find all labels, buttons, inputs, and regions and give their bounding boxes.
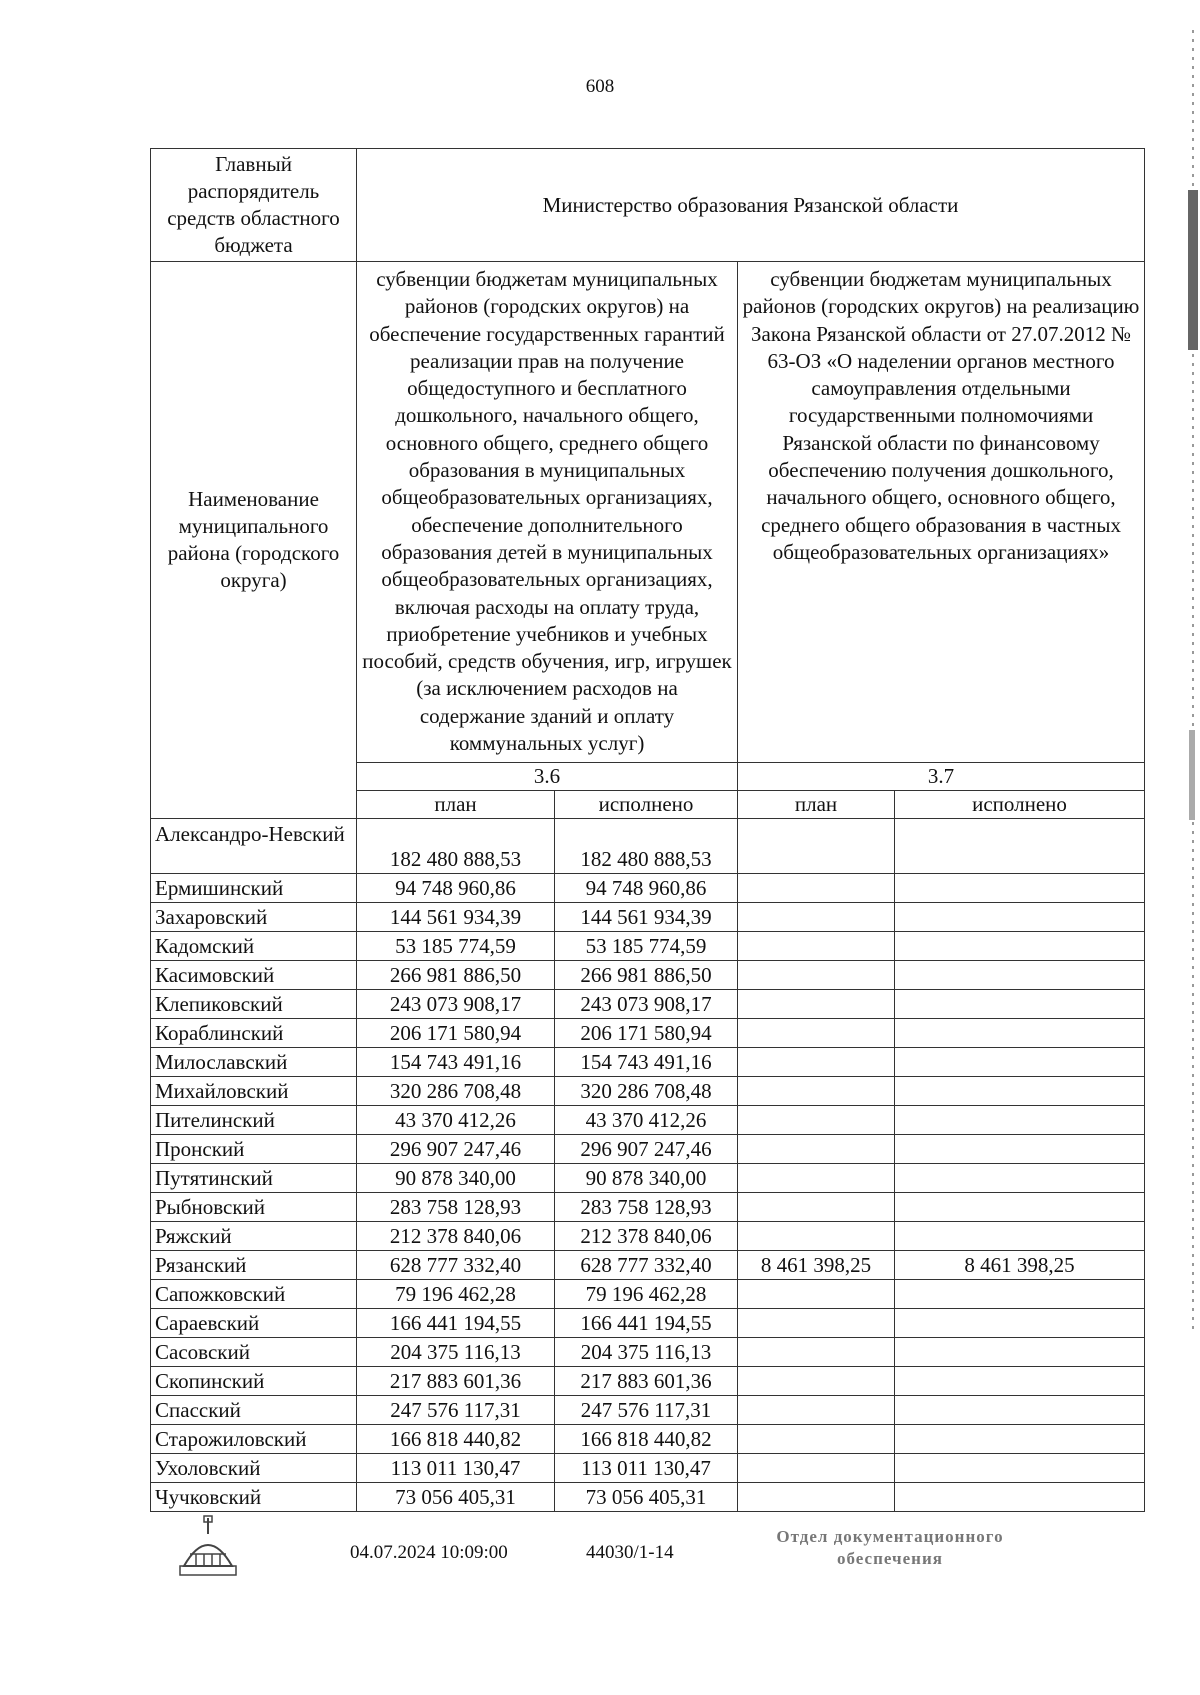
col-3-6-done-value: 243 073 908,17 — [555, 990, 738, 1019]
subsidy-table — [150, 148, 1145, 1512]
table-row — [151, 1396, 1145, 1425]
municipality-name: Рязанский — [151, 1251, 357, 1280]
col-3-7-done-value — [895, 1425, 1145, 1454]
municipality-name: Кораблинский — [151, 1019, 357, 1048]
table-row — [151, 1280, 1145, 1309]
col-3-6-done-value: 628 777 332,40 — [555, 1251, 738, 1280]
col-3-6-plan-value: 320 286 708,48 — [357, 1077, 555, 1106]
distributor-label: Главный распорядитель средств областного бюджета — [151, 149, 357, 262]
col-3-7-plan-value — [738, 1425, 895, 1454]
col-3-6-plan-value: 283 758 128,93 — [357, 1193, 555, 1222]
municipality-name: Ухоловский — [151, 1454, 357, 1483]
col-3-7-plan-value — [738, 1106, 895, 1135]
duma-logo-icon — [176, 1514, 240, 1576]
col-3-6-plan-value: 166 818 440,82 — [357, 1425, 555, 1454]
col-3-7-done-value — [895, 1367, 1145, 1396]
col-3-7-done-value — [895, 1454, 1145, 1483]
stamp-line-2: обеспечения — [837, 1549, 943, 1568]
col-3-7-description: субвенции бюджетам муниципальных районов (городских округов) на реализацию Закона Рязанской области от 27.07.2012 № 63-ОЗ «О наделении органов местного самоуправления отдельными государственными полномочиями Рязанской области по финансовому обеспечению получения дошкольного, начального общего, основного общего, среднего общего образования в частных общеобразовательных организациях» — [738, 262, 1145, 763]
col-3-7-number: 3.7 — [738, 763, 1145, 791]
col-3-6-plan-value: 94 748 960,86 — [357, 874, 555, 903]
table-row — [151, 1135, 1145, 1164]
col-3-6-plan-value: 154 743 491,16 — [357, 1048, 555, 1077]
col-3-6-done-value: 113 011 130,47 — [555, 1454, 738, 1483]
col-3-7-plan-value: 8 461 398,25 — [738, 1251, 895, 1280]
col-3-6-plan-value: 182 480 888,53 — [357, 819, 555, 874]
col-3-7-plan-value — [738, 1048, 895, 1077]
page-number: 608 — [585, 76, 615, 97]
table-row — [151, 990, 1145, 1019]
col-3-6-plan-header: план — [357, 791, 555, 819]
table-row — [151, 1251, 1145, 1280]
col-3-6-done-value: 166 818 440,82 — [555, 1425, 738, 1454]
col-3-7-plan-value — [738, 1309, 895, 1338]
col-3-6-done-value: 320 286 708,48 — [555, 1077, 738, 1106]
col-3-6-done-value: 144 561 934,39 — [555, 903, 738, 932]
col-3-6-plan-value: 53 185 774,59 — [357, 932, 555, 961]
col-3-6-done-value: 43 370 412,26 — [555, 1106, 738, 1135]
municipality-name: Михайловский — [151, 1077, 357, 1106]
municipality-name: Рыбновский — [151, 1193, 357, 1222]
col-3-7-plan-value — [738, 1396, 895, 1425]
col-3-7-plan-value — [738, 903, 895, 932]
table-row — [151, 1193, 1145, 1222]
col-3-7-done-value — [895, 1222, 1145, 1251]
col-3-6-plan-value: 90 878 340,00 — [357, 1164, 555, 1193]
col-3-6-done-value: 53 185 774,59 — [555, 932, 738, 961]
col-3-7-done-value — [895, 1309, 1145, 1338]
col-3-7-plan-value — [738, 961, 895, 990]
col-3-7-done-value — [895, 1019, 1145, 1048]
municipality-name: Александро-Невский — [151, 819, 357, 874]
col-3-6-plan-value: 243 073 908,17 — [357, 990, 555, 1019]
municipality-name: Чучковский — [151, 1483, 357, 1512]
table-row — [151, 961, 1145, 990]
col-3-7-done-value — [895, 874, 1145, 903]
table-row — [151, 1367, 1145, 1396]
col-3-6-done-value: 217 883 601,36 — [555, 1367, 738, 1396]
col-3-7-done-value — [895, 1077, 1145, 1106]
municipality-name: Путятинский — [151, 1164, 357, 1193]
municipality-name: Милославский — [151, 1048, 357, 1077]
col-3-7-plan-header: план — [738, 791, 895, 819]
col-3-6-description: субвенции бюджетам муниципальных районов (городских округов) на обеспечение государственных гарантий реализации прав на получение общедоступного и бесплатного дошкольного, начального общего, основного общего, среднего общего образования в муниципальных общеобразовательных организациях, обеспечение дополнительного образования детей в муниципальных общеобразовательных организациях, включая расходы на оплату труда, приобретение учебников и учебных пособий, средств обучения, игр, игрушек (за исключением расходов на содержание зданий и оплату коммунальных услуг) — [357, 262, 738, 763]
stamp-line-1: Отдел документационного — [776, 1527, 1004, 1546]
table-row — [151, 819, 1145, 874]
col-3-6-plan-value: 113 011 130,47 — [357, 1454, 555, 1483]
col-3-6-plan-value: 43 370 412,26 — [357, 1106, 555, 1135]
col-3-6-plan-value: 266 981 886,50 — [357, 961, 555, 990]
municipality-name: Сапожковский — [151, 1280, 357, 1309]
col-3-7-plan-value — [738, 1338, 895, 1367]
table-row — [151, 903, 1145, 932]
col-3-6-done-value: 166 441 194,55 — [555, 1309, 738, 1338]
col-3-7-done-value — [895, 1106, 1145, 1135]
municipality-name-label: Наименование муниципального района (городского округа) — [151, 262, 357, 819]
col-3-6-done-value: 90 878 340,00 — [555, 1164, 738, 1193]
distributor-row — [151, 149, 1145, 262]
col-3-7-done-value — [895, 1193, 1145, 1222]
table-row — [151, 1454, 1145, 1483]
col-3-7-plan-value — [738, 1164, 895, 1193]
col-3-7-done-value — [895, 1338, 1145, 1367]
table-row — [151, 1425, 1145, 1454]
municipality-name: Кадомский — [151, 932, 357, 961]
col-3-6-done-header: исполнено — [555, 791, 738, 819]
col-3-7-done-value — [895, 1396, 1145, 1425]
col-3-7-plan-value — [738, 990, 895, 1019]
col-3-6-done-value: 204 375 116,13 — [555, 1338, 738, 1367]
col-3-7-plan-value — [738, 819, 895, 874]
table-row — [151, 1338, 1145, 1367]
scan-edge-marks — [1186, 30, 1200, 1330]
municipality-name: Спасский — [151, 1396, 357, 1425]
col-3-6-plan-value: 212 378 840,06 — [357, 1222, 555, 1251]
col-3-6-done-value: 247 576 117,31 — [555, 1396, 738, 1425]
col-3-7-done-value — [895, 1164, 1145, 1193]
col-3-7-plan-value — [738, 1483, 895, 1512]
col-3-7-done-value — [895, 1135, 1145, 1164]
col-3-7-done-value — [895, 1280, 1145, 1309]
col-3-7-plan-value — [738, 874, 895, 903]
col-3-6-done-value: 154 743 491,16 — [555, 1048, 738, 1077]
table-row — [151, 874, 1145, 903]
table-row — [151, 932, 1145, 961]
col-3-6-plan-value: 166 441 194,55 — [357, 1309, 555, 1338]
col-3-6-plan-value: 204 375 116,13 — [357, 1338, 555, 1367]
col-3-7-plan-value — [738, 932, 895, 961]
col-3-6-plan-value: 628 777 332,40 — [357, 1251, 555, 1280]
col-3-6-done-value: 266 981 886,50 — [555, 961, 738, 990]
municipality-name: Захаровский — [151, 903, 357, 932]
col-3-6-plan-value: 296 907 247,46 — [357, 1135, 555, 1164]
department-stamp — [740, 1526, 1040, 1570]
col-3-7-done-value — [895, 932, 1145, 961]
table-row — [151, 1309, 1145, 1338]
table-row — [151, 1048, 1145, 1077]
col-3-6-done-value: 182 480 888,53 — [555, 819, 738, 874]
col-3-6-done-value: 296 907 247,46 — [555, 1135, 738, 1164]
col-3-7-plan-value — [738, 1019, 895, 1048]
table-row — [151, 1077, 1145, 1106]
municipality-name: Пронский — [151, 1135, 357, 1164]
description-row — [151, 262, 1145, 763]
col-3-7-done-value — [895, 1483, 1145, 1512]
municipality-name: Сасовский — [151, 1338, 357, 1367]
table-row — [151, 1106, 1145, 1135]
col-3-6-plan-value: 79 196 462,28 — [357, 1280, 555, 1309]
col-3-6-number: 3.6 — [357, 763, 738, 791]
col-3-6-done-value: 79 196 462,28 — [555, 1280, 738, 1309]
col-3-6-done-value: 94 748 960,86 — [555, 874, 738, 903]
municipality-name: Ермишинский — [151, 874, 357, 903]
col-3-7-done-value — [895, 961, 1145, 990]
table-row — [151, 1019, 1145, 1048]
col-3-7-plan-value — [738, 1454, 895, 1483]
table-row — [151, 1483, 1145, 1512]
col-3-7-plan-value — [738, 1367, 895, 1396]
distributor-value: Министерство образования Рязанской области — [357, 149, 1145, 262]
col-3-6-plan-value: 217 883 601,36 — [357, 1367, 555, 1396]
col-3-7-done-header: исполнено — [895, 791, 1145, 819]
footer-datetime: 04.07.2024 10:09:00 — [350, 1542, 508, 1563]
municipality-name: Пителинский — [151, 1106, 357, 1135]
table-row — [151, 1222, 1145, 1251]
footer-doc-code: 44030/1-14 — [586, 1542, 674, 1563]
municipality-name: Клепиковский — [151, 990, 357, 1019]
col-3-7-done-value — [895, 819, 1145, 874]
municipality-name: Ряжский — [151, 1222, 357, 1251]
col-3-7-plan-value — [738, 1135, 895, 1164]
municipality-name: Сараевский — [151, 1309, 357, 1338]
col-3-6-done-value: 283 758 128,93 — [555, 1193, 738, 1222]
col-3-6-done-value: 206 171 580,94 — [555, 1019, 738, 1048]
municipality-name: Старожиловский — [151, 1425, 357, 1454]
table-row — [151, 1164, 1145, 1193]
col-3-7-plan-value — [738, 1222, 895, 1251]
municipality-name: Касимовский — [151, 961, 357, 990]
municipality-name: Скопинский — [151, 1367, 357, 1396]
col-3-7-done-value — [895, 903, 1145, 932]
col-3-7-done-value — [895, 1048, 1145, 1077]
col-3-6-done-value: 73 056 405,31 — [555, 1483, 738, 1512]
col-3-6-plan-value: 144 561 934,39 — [357, 903, 555, 932]
col-3-6-plan-value: 73 056 405,31 — [357, 1483, 555, 1512]
col-3-7-plan-value — [738, 1077, 895, 1106]
col-3-6-plan-value: 247 576 117,31 — [357, 1396, 555, 1425]
col-3-7-done-value — [895, 990, 1145, 1019]
col-3-7-plan-value — [738, 1280, 895, 1309]
col-3-7-plan-value — [738, 1193, 895, 1222]
col-3-7-done-value: 8 461 398,25 — [895, 1251, 1145, 1280]
col-3-6-done-value: 212 378 840,06 — [555, 1222, 738, 1251]
col-3-6-plan-value: 206 171 580,94 — [357, 1019, 555, 1048]
